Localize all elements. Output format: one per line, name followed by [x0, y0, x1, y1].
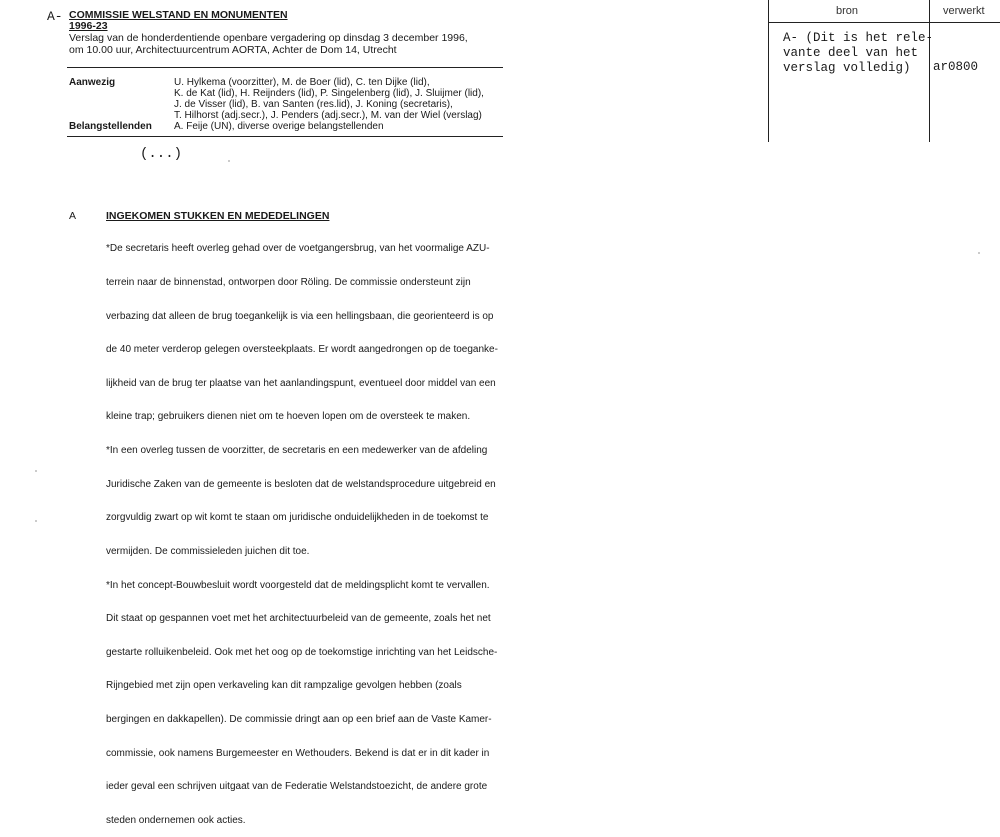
scan-speck — [35, 520, 37, 522]
section-title: INGEKOMEN STUKKEN EN MEDEDELINGEN — [106, 210, 330, 222]
body-line: vermijden. De commissieleden juichen dit toe. — [106, 545, 310, 557]
body-line: lijkheid van de brug ter plaatse van het aanlandingspunt, eventueel door middel van een — [106, 377, 496, 389]
meeting-details — [69, 32, 468, 56]
document-number: 1996-23 — [69, 20, 108, 32]
section-body — [106, 221, 506, 837]
body-line: *De secretaris heeft overleg gehad over de voetgangersbrug, van het voormalige AZU- — [106, 243, 490, 255]
body-line: kleine trap; gebruikers dienen niet om te hoeven lopen om de oversteek te maken. — [106, 411, 471, 423]
column-header-processed: verwerkt — [943, 5, 985, 17]
body-line: Rijngebied met zijn open verkaveling kan dit rampzalige gevolgen hebben (zoals — [106, 680, 462, 692]
body-line: steden ondernemen ook acties. — [106, 814, 246, 826]
scan-speck — [35, 470, 37, 472]
present-line: J. de Visser (lid), B. van Santen (res.lid), J. Koning (secretaris), — [174, 99, 453, 110]
column-header-source: bron — [836, 5, 859, 17]
body-line: ieder geval een schrijven uitgaat van de Federatie Welstandstoezicht, de andere grote — [106, 781, 488, 793]
present-line: K. de Kat (lid), H. Reijnders (lid), P. Singelenberg (lid), J. Sluijmer (lid), — [174, 88, 484, 99]
meeting-details-line: om 10.00 uur, Architectuurcentrum AORTA, Achter de Dom 14, Utrecht — [69, 44, 397, 56]
omission-mark: (...) — [140, 146, 183, 162]
body-line: commissie, ook namens Burgemeester en Wethouders. Bekend is dat er in dit kader in — [106, 747, 490, 759]
body-line: zorgvuldig zwart op wit komt te staan om juridische onduidelijkheden in de toekomst te — [106, 512, 489, 524]
source-note-line: vante deel van het — [783, 46, 919, 60]
body-line: de 40 meter verderop gelegen oversteekplaats. Er wordt aangedrongen op de toeganke- — [106, 344, 498, 356]
present-line: T. Hilhorst (adj.secr.), J. Penders (adj.secr.), M. van der Wiel (verslag) — [174, 110, 482, 121]
stakeholders-label: Belangstellenden — [69, 121, 152, 132]
body-line: *In het concept-Bouwbesluit wordt voorgesteld dat de meldingsplicht komt te vervallen. — [106, 579, 490, 591]
source-note-line: verslag volledig) — [783, 61, 911, 75]
source-box-header-rule — [768, 22, 1000, 23]
present-line: U. Hylkema (voorzitter), M. de Boer (lid), C. ten Dijke (lid), — [174, 77, 430, 88]
meeting-details-line: Verslag van de honderdentiende openbare vergadering op dinsdag 3 december 1996, — [69, 32, 468, 44]
body-line: Dit staat op gespannen voet met het architectuurbeleid van de gemeente, zoals het net — [106, 613, 491, 625]
scan-speck — [978, 252, 980, 254]
source-note — [783, 31, 933, 76]
present-list — [174, 77, 484, 121]
header-marker: A- — [47, 9, 63, 24]
section-letter: A — [69, 210, 77, 222]
body-line: Juridische Zaken van de gemeente is besloten dat de welstandsprocedure uitgebreid en — [106, 478, 496, 490]
source-note-line: A- (Dit is het rele- — [783, 31, 934, 45]
attendance-divider — [67, 136, 503, 137]
body-line: bergingen en dakkapellen). De commissie dringt aan op een brief aan de Vaste Kamer- — [106, 713, 492, 725]
scan-speck — [228, 160, 230, 162]
stakeholders-list: A. Feije (UN), diverse overige belangstellenden — [174, 121, 384, 132]
present-label: Aanwezig — [69, 77, 116, 88]
body-line: verbazing dat alleen de brug toegankelijk is via een hellingsbaan, die georienteerd is op — [106, 310, 494, 322]
document-title: COMMISSIE WELSTAND EN MONUMENTEN — [69, 9, 288, 21]
body-line: gestarte rolluikenbeleid. Ook met het oog op de toekomstige inrichting van het Leidsche- — [106, 646, 498, 658]
body-line: *In een overleg tussen de voorzitter, de secretaris en een medewerker van de afdeling — [106, 445, 488, 457]
header-divider — [67, 67, 503, 68]
body-line: terrein naar de binnenstad, ontworpen door Röling. De commissie ondersteunt zijn — [106, 277, 471, 289]
archive-reference: ar0800 — [933, 60, 979, 74]
